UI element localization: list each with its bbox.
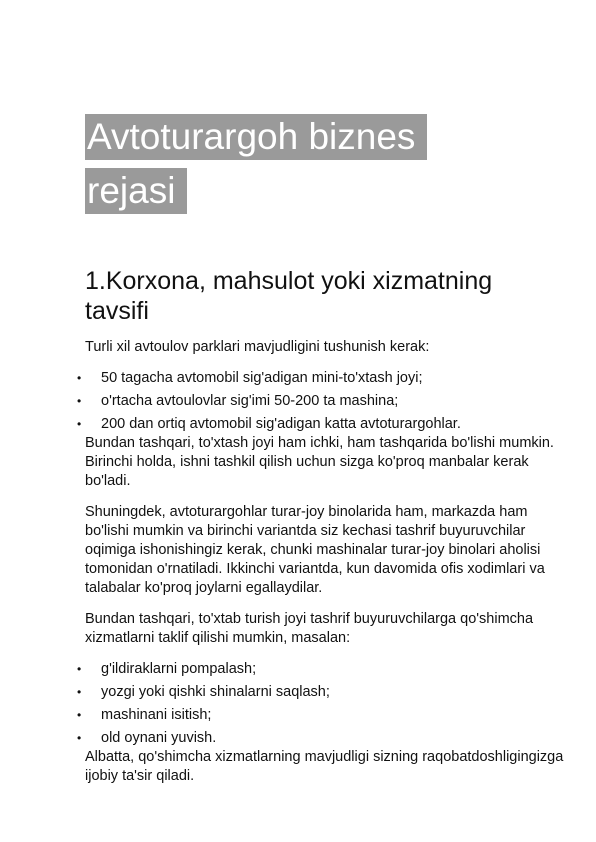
- title-line-2: rejasi: [85, 168, 187, 214]
- paragraph-3: Bundan tashqari, to'xtab turish joyi tashrif buyuruvchilarga qo'shimcha xizmatlarni taklif qilishi mumkin, masalan:: [85, 611, 534, 646]
- bullet-icon: •: [77, 417, 82, 431]
- section-heading: [85, 266, 565, 326]
- bullet-icon: •: [77, 685, 82, 699]
- list-item: • 200 dan ortiq avtomobil sig'adigan katta avtoturargohlar.: [77, 416, 461, 432]
- bullet-icon: •: [77, 394, 82, 408]
- list-item: • old oynani yuvish.: [77, 730, 217, 746]
- bullet-icon: •: [77, 731, 82, 745]
- intro-paragraph: Turli xil avtoulov parklari mavjudligini tushunish kerak:: [85, 339, 430, 355]
- section-heading-line-2: tavsifi: [85, 297, 149, 325]
- bullet-icon: •: [77, 708, 82, 722]
- paragraph-2: Shuningdek, avtoturargohlar turar-joy binolarida ham, markazda ham bo'lishi mumkin va birinchi variantda siz kechasi tashrif buyuruvchilar oqimiga ishonishingiz kerak, chunki mashinalar turar-joy binolari aholisi tomonidan o'rnatiladi. Ikkinchi variantda, kun davomida ofis xodimlari va talabalar ko'proq joylarni egallaydilar.: [85, 504, 545, 596]
- section-heading-line-1: 1.Korxona, mahsulot yoki xizmatning: [85, 267, 493, 295]
- title-line-1: Avtoturargoh biznes: [85, 114, 427, 160]
- paragraph-1: Bundan tashqari, to'xtash joyi ham ichki, ham tashqarida bo'lishi mumkin. Birinchi holda, ishni tashkil qilish uchun sizga ko'proq manbalar kerak bo'ladi.: [85, 435, 554, 489]
- list-item: • mashinani isitish;: [77, 707, 212, 723]
- paragraph-4: Albatta, qo'shimcha xizmatlarning mavjudligi sizning raqobatdoshligingizga ijobiy ta'sir qiladi.: [85, 749, 564, 784]
- list-item: • g'ildiraklarni pompalash;: [77, 661, 257, 677]
- list-item: • o'rtacha avtoulovlar sig'imi 50-200 ta mashina;: [77, 393, 399, 409]
- document-title: [85, 114, 565, 222]
- list-item: • 50 tagacha avtomobil sig'adigan mini-to'xtash joyi;: [77, 370, 423, 386]
- document-page: [77, 114, 565, 798]
- bullet-icon: •: [77, 371, 82, 385]
- list-item: • yozgi yoki qishki shinalarni saqlash;: [77, 684, 330, 700]
- parking-types-list: [77, 369, 565, 434]
- extra-services-list: [77, 660, 565, 748]
- bullet-icon: •: [77, 662, 82, 676]
